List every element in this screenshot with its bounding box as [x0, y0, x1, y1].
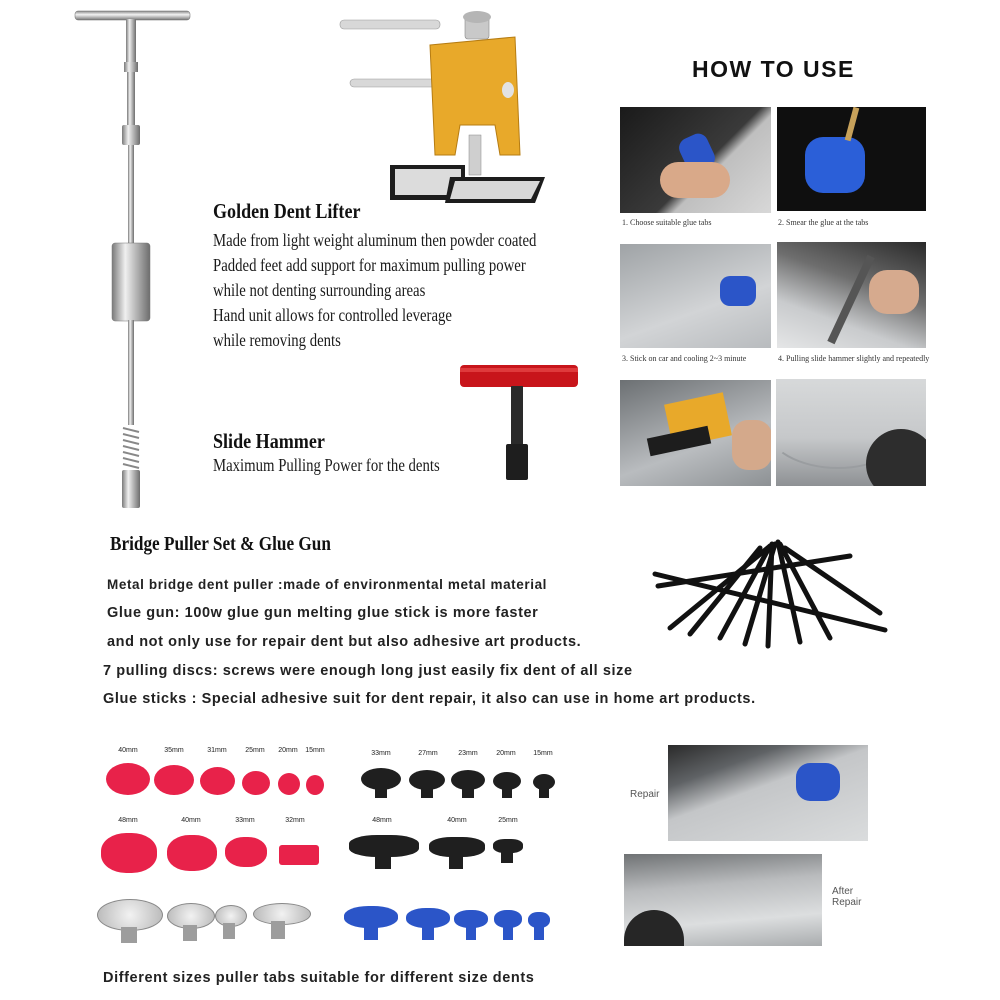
red-tabs-row-1: [100, 745, 335, 805]
step2-caption: 2. Smear the glue at the tabs: [778, 218, 869, 227]
tab-size-label: 48mm: [118, 817, 138, 824]
golden-lifter-line: while not denting surrounding areas: [213, 280, 426, 300]
tab-size-label: 35mm: [164, 747, 184, 754]
tab-size-label: 48mm: [372, 817, 392, 824]
silver-tabs-row: [95, 895, 330, 955]
golden-lifter-line: Padded feet add support for maximum pulling power: [213, 255, 526, 275]
tab-size-label: 20mm: [278, 747, 298, 754]
red-tab: [154, 765, 194, 795]
tab-size-label: 40mm: [447, 817, 467, 824]
black-tab: [429, 837, 485, 857]
blue-tab: [344, 906, 398, 928]
tab-size-label: 23mm: [458, 750, 478, 757]
slide-hammer-title: Slide Hammer: [213, 429, 325, 453]
tab-size-label: 33mm: [235, 817, 255, 824]
blue-tabs-row: [340, 900, 560, 950]
how-to-use-title: HOW TO USE: [692, 56, 855, 82]
red-tab: [279, 845, 319, 865]
tab-size-label: 20mm: [496, 750, 516, 757]
footer-caption: Different sizes puller tabs suitable for different size dents: [103, 970, 535, 986]
golden-lifter-line: Made from light weight aluminum then powder coated: [213, 230, 537, 250]
bridge-title: Bridge Puller Set & Glue Gun: [110, 533, 331, 555]
tab-size-label: 31mm: [207, 747, 227, 754]
after-repair-label: [832, 886, 861, 908]
step2-photo: [777, 107, 926, 211]
step3-caption: 3. Stick on car and cooling 2~3 minute: [622, 354, 747, 363]
golden-lifter-title: Golden Dent Lifter: [213, 199, 361, 223]
red-tab: [200, 767, 235, 795]
black-tabs-row-2: [345, 815, 565, 875]
bridge-line: 7 pulling discs: screws were enough long just easily fix dent of all size: [103, 663, 633, 679]
tab-size-label: 25mm: [498, 817, 518, 824]
repair-label: Repair: [630, 789, 660, 800]
slide-hammer-line: Maximum Pulling Power for the dents: [213, 455, 440, 475]
tab-size-label: 33mm: [371, 750, 391, 757]
repair-photo: [668, 745, 868, 841]
step4-photo: [777, 242, 926, 348]
black-tabs-row-1: [355, 750, 565, 805]
tab-size-label: 25mm: [245, 747, 265, 754]
red-tab: [106, 763, 150, 795]
step1-photo: [620, 107, 771, 213]
red-tab: [101, 833, 157, 873]
tab-size-label: 40mm: [181, 817, 201, 824]
after-repair-line: Repair: [832, 897, 862, 908]
step6-photo: [776, 379, 926, 486]
tab-size-label: 32mm: [285, 817, 305, 824]
red-tabs-row-2: [95, 815, 330, 875]
tab-size-label: 15mm: [533, 750, 553, 757]
step3-photo: [620, 244, 771, 348]
bridge-line: and not only use for repair dent but also adhesive art products.: [107, 634, 582, 650]
after-repair-photo: [624, 854, 822, 946]
bridge-line: Metal bridge dent puller :made of environmental metal material: [107, 577, 548, 592]
blue-tab: [406, 908, 450, 928]
tab-size-label: 40mm: [118, 747, 138, 754]
golden-lifter-description: [213, 228, 607, 353]
red-tab: [167, 835, 217, 871]
red-tab: [306, 775, 324, 795]
golden-lifter-line: while removing dents: [213, 330, 341, 350]
tab-size-label: 15mm: [305, 747, 325, 754]
glue-sticks-image: [650, 538, 895, 653]
red-tab: [242, 771, 270, 795]
golden-lifter-line: Hand unit allows for controlled leverage: [213, 305, 452, 325]
red-tab: [225, 837, 267, 867]
step4-caption: 4. Pulling slide hammer slightly and repeatedly: [778, 354, 930, 363]
bridge-line: Glue sticks : Special adhesive suit for dent repair, it also can use in home art products.: [103, 691, 756, 707]
black-tab: [349, 835, 419, 857]
slide-hammer-tool-image: [60, 0, 210, 520]
red-t-handle-image: [455, 360, 585, 485]
red-tab: [278, 773, 300, 795]
step5-photo: [620, 380, 771, 486]
golden-dent-lifter-image: [335, 5, 555, 205]
step1-caption: 1. Choose suitable glue tabs: [622, 218, 712, 227]
bridge-line: Glue gun: 100w glue gun melting glue stick is more faster: [107, 605, 539, 621]
after-repair-line: After: [832, 886, 854, 897]
tab-size-label: 27mm: [418, 750, 438, 757]
